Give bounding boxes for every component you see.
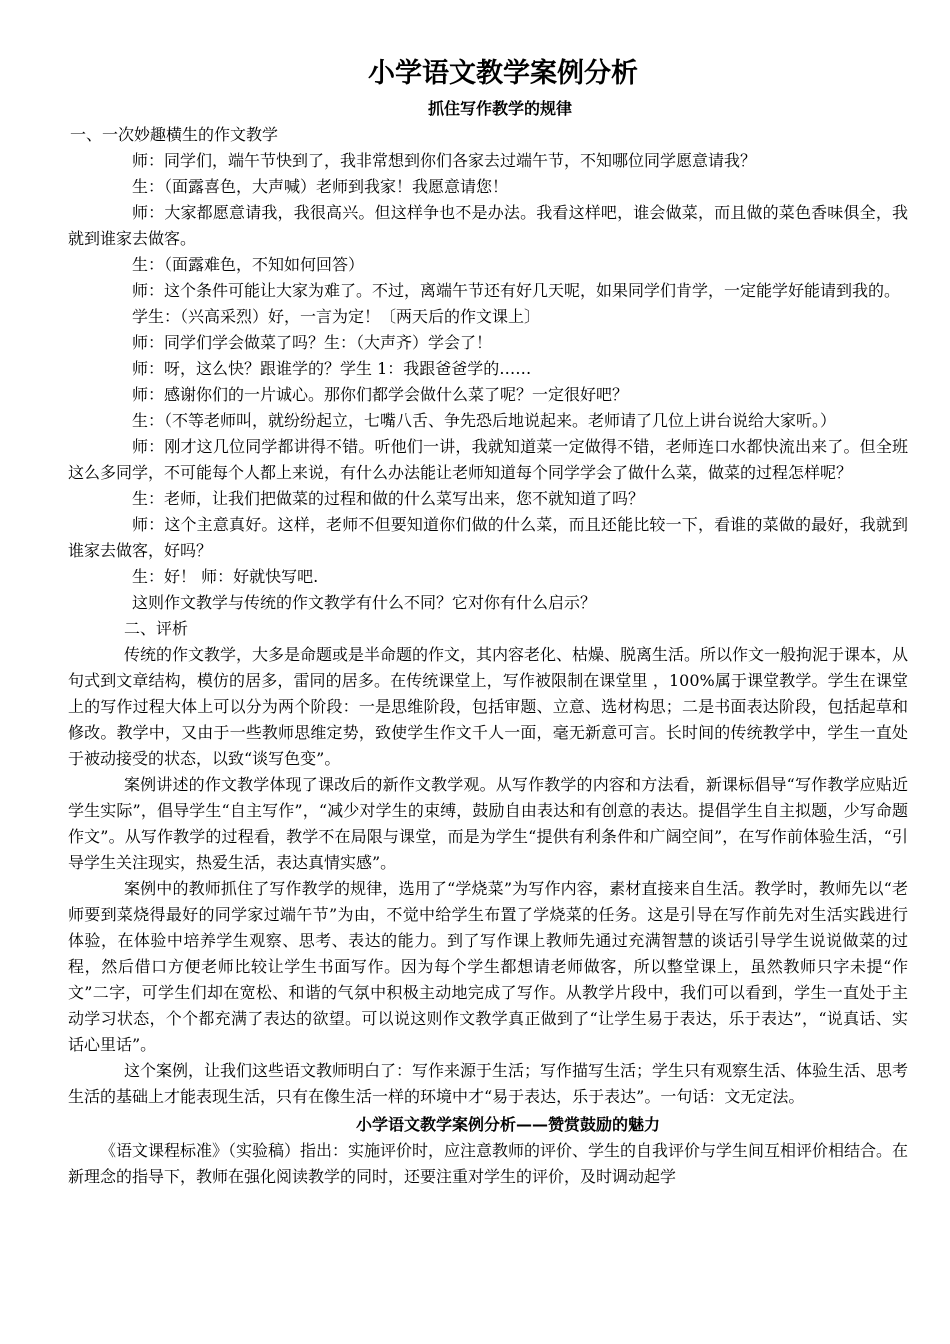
document-subtitle: 抓住写作教学的规律 — [427, 99, 572, 118]
analysis-paragraph: 案例讲述的作文教学体现了课改后的新作文教学观。从写作教学的内容和方法看，新课标倡导“写作教学应贴近学生实际”，倡导学生“自主写作”，“减少对学生的束缚，鼓励自由表达和有创意的表达。提倡学生自主拟题，少写命题作文”。从写作教学的过程看，教学不在局限与课堂，而是为学生“提供有利条件和广阔空间”，在写作前体验生活，“引导学生关注现实，热爱生活，表达真情实感”。 — [68, 775, 908, 872]
dialog-line: 生：（面露喜色，大声喊）老师到我家！我愿意请您！ — [132, 177, 509, 196]
dialog-line: 师：大家都愿意请我，我很高兴。但这样争也不是办法。我看这样吧，谁会做菜，而且做的菜色香味俱全，我就到谁家去做客。 — [68, 203, 908, 248]
document-page — [68, 52, 908, 1190]
section2-heading: 二、评析 — [124, 619, 189, 638]
dialog-line: 师：感谢你们的一片诚心。那你们都学会做什么菜了呢？一定很好吧？ — [132, 385, 629, 404]
dialog-line: 生：老师，让我们把做菜的过程和做的什么菜写出来，您不就知道了吗？ — [132, 489, 645, 508]
dialog-line: 生：好！ 师：好就快写吧. — [132, 567, 319, 586]
section3-title: 小学语文教学案例分析——赞赏鼓励的魅力 — [355, 1115, 660, 1134]
analysis-paragraph: 传统的作文教学，大多是命题或是半命题的作文，其内容老化、枯燥、脱离生活。所以作文一般拘泥于课本，从句式到文章结构，模仿的居多，雷同的居多。在传统课堂上，写作被限制在课堂里 ，100%属于课堂教学。学生在课堂上的写作过程大体上可以分为两个阶段：一是思维阶段，包括审题、立意、选材构思；二是书面表达阶段，包括起草和修改。教学中，又由于一些教师思维定势，致使学生作文千人一面，毫无新意可言。长时间的传统教学中，学生一直处于被动接受的状态，以致“谈写色变”。 — [68, 645, 909, 768]
dialog-line: 师：刚才这几位同学都讲得不错。听他们一讲，我就知道菜一定做得不错，老师连口水都快流出来了。但全班这么多同学，不可能每个人都上来说，有什么办法能让老师知道每个同学学会了做什么菜，做菜的过程怎样呢？ — [68, 437, 908, 482]
dialog-line: 师：同学们学会做菜了吗？生：（大声齐）学会了！ — [132, 333, 493, 352]
document-title: 小学语文教学案例分析 — [368, 58, 638, 89]
dialog-line: 生：（面露难色，不知如何回答） — [132, 255, 365, 274]
dialog-line: 师：这个主意真好。这样，老师不但要知道你们做的什么菜，而且还能比较一下，看谁的菜做的最好，我就到谁家去做客，好吗？ — [68, 515, 908, 560]
dialog-line: 师：这个条件可能让大家为难了。不过，离端午节还有好几天呢，如果同学们肯学，一定能学好能请到我的。 — [132, 281, 901, 300]
analysis-paragraph: 案例中的教师抓住了写作教学的规律，选用了“学烧菜”为写作内容，素材直接来自生活。教学时，教师先以“老师要到菜烧得最好的同学家过端午节”为由，不觉中给学生布置了学烧菜的任务。这是引导在写作前先对生活实践进行体验，在体验中培养学生观察、思考、表达的能力。到了写作课上教师先通过充满智慧的谈话引导学生说说做菜的过程，然后借口方便老师比较让学生书面写作。因为每个学生都想请老师做客，所以整堂课上，虽然教师只字未提“作文”二字，可学生们却在宽松、和谐的气氛中积极主动地完成了写作。从教学片段中，我们可以看到，学生一直处于主动学习状态，个个都充满了表达的欲望。可以说这则作文教学真正做到了“让学生易于表达，乐于表达”，“说真话、实话心里话”。 — [68, 879, 908, 1054]
discussion-question: 这则作文教学与传统的作文教学有什么不同？它对你有什么启示？ — [132, 593, 597, 612]
section1-heading: 一、一次妙趣横生的作文教学 — [70, 125, 279, 144]
dialog-line: 师：同学们，端午节快到了，我非常想到你们各家去过端午节，不知哪位同学愿意请我？ — [132, 151, 757, 170]
dialog-line: 师：呀，这么快？跟谁学的？学生 1：我跟爸爸学的…… — [132, 359, 532, 378]
dialog-line: 生：（不等老师叫，就纷纷起立，七嘴八舌、争先恐后地说起来。老师请了几位上讲台说给大家听。） — [132, 411, 837, 430]
section3-paragraph: 《语文课程标准》（实验稿）指出：实施评价时，应注意教师的评价、学生的自我评价与学生间互相评价相结合。在新理念的指导下，教师在强化阅读教学的同时，还要注重对学生的评价，及时调动起学 — [68, 1141, 909, 1186]
dialog-line: 学生：（兴高采烈）好，一言为定！〔两天后的作文课上〕 — [132, 307, 541, 326]
analysis-paragraph: 这个案例，让我们这些语文教师明白了：写作来源于生活；写作描写生活；学生只有观察生活、体验生活、思考生活的基础上才能表现生活，只有在像生活一样的环境中才“易于表达，乐于表达”。一句话：文无定法。 — [68, 1061, 909, 1106]
